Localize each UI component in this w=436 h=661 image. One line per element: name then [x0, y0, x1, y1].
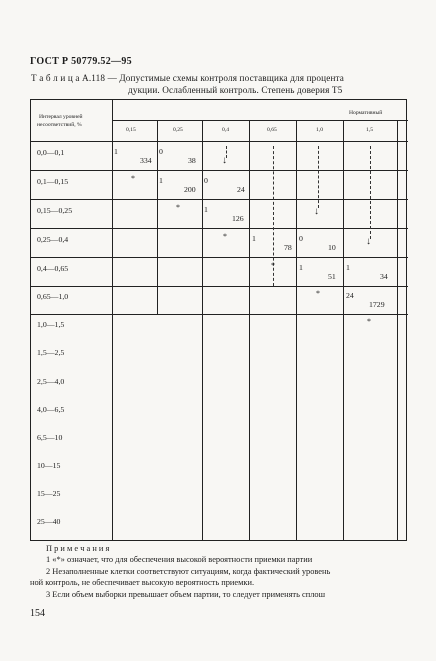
row-label: 25—40 [37, 517, 61, 526]
row-label: 0,65—1,0 [37, 292, 69, 301]
down-arrow-icon: ↓ [222, 155, 227, 166]
document-header: ГОСТ Р 50779.52—95 [30, 56, 132, 67]
row-label: 0,4—0,65 [37, 264, 69, 273]
header-bottom-line [31, 141, 408, 142]
notes-title: П р и м е ч а н и я [46, 544, 110, 553]
col-header: 0,15 [126, 127, 136, 133]
row-line [31, 170, 408, 171]
column-line [343, 120, 344, 540]
page-number: 154 [30, 608, 45, 619]
row-label: 0,15—0,25 [37, 206, 73, 215]
row-line [31, 257, 408, 258]
row-label: 15—25 [37, 489, 61, 498]
cell-acceptance-number: 1 [252, 234, 256, 243]
down-arrow-icon: ↓ [314, 206, 319, 217]
star-mark: * [271, 261, 275, 270]
table-caption-line1: Т а б л и ц а А.118 — Допустимые схемы контроля поставщика для процента [31, 73, 345, 83]
star-mark: * [223, 232, 227, 241]
table-caption-line2: дукции. Ослабленный контроль. Степень доверия Т5 [128, 85, 343, 95]
cell-acceptance-number: 1 [204, 205, 208, 214]
cell-sample-size: 334 [140, 156, 152, 165]
col-header: 1,0 [316, 127, 323, 133]
col-header: 1,5 [366, 127, 373, 133]
row-label: 10—15 [37, 461, 61, 470]
row-label: 4,0—6,5 [37, 405, 65, 414]
cell-acceptance-number: 1 [159, 176, 163, 185]
column-line [397, 120, 398, 540]
column-line [202, 120, 203, 540]
header-group: Нормативный [349, 110, 383, 116]
row-label: 2,5—4,0 [37, 377, 65, 386]
cell-acceptance-number: 1 [114, 147, 118, 156]
col-header: 0,25 [173, 127, 183, 133]
cell-sample-size: 126 [232, 214, 244, 223]
star-mark: * [131, 174, 135, 183]
column-line [157, 120, 158, 314]
note-line: 3 Если объем выборки превышает объем партии, то следует применять сплош [46, 589, 326, 599]
cell-sample-size: 78 [284, 243, 292, 252]
row-line [31, 314, 408, 315]
cell-sample-size: 1729 [369, 300, 385, 309]
row-label: 0,0—0,1 [37, 148, 65, 157]
cell-sample-size: 34 [380, 272, 388, 281]
cell-sample-size: 38 [188, 156, 196, 165]
row-label: 1,0—1,5 [37, 320, 65, 329]
cell-sample-size: 200 [184, 185, 196, 194]
arrow-shaft [370, 146, 371, 239]
down-arrow-icon: ↓ [366, 236, 371, 247]
row-line [31, 199, 408, 200]
star-mark: * [176, 203, 180, 212]
note-line: 2 Незаполненные клетки соответствуют ситуациям, когда фактический уровень [46, 566, 331, 576]
note-line: ной контроль, не обеспечивает высокую вероятность приемки. [30, 578, 255, 588]
arrow-shaft [318, 146, 319, 208]
cell-sample-size: 10 [328, 243, 336, 252]
column-line [296, 120, 297, 540]
star-mark: * [367, 317, 371, 326]
cell-acceptance-number: 0 [159, 147, 163, 156]
col-header: 0,65 [267, 127, 277, 133]
star-mark: * [316, 289, 320, 298]
acceptance-table [30, 99, 407, 541]
cell-acceptance-number: 0 [204, 176, 208, 185]
column-line [249, 120, 250, 540]
cell-sample-size: 24 [237, 185, 245, 194]
row-label: 6,5—10 [37, 433, 63, 442]
cell-sample-size: 51 [328, 272, 336, 281]
cell-acceptance-number: 1 [299, 263, 303, 272]
header-interval-line2: несоответствий, % [37, 122, 82, 128]
row-label: 0,1—0,15 [37, 177, 69, 186]
header-interval-line1: Интервал уровней [39, 114, 83, 120]
table-notes [30, 543, 420, 600]
row-label: 1,5—2,5 [37, 348, 65, 357]
cell-acceptance-number: 24 [346, 291, 354, 300]
col-header: 0,4 [222, 127, 229, 133]
note-line: 1 «*» означает, что для обеспечения высокой вероятности приемки партии [46, 555, 313, 565]
row-line [31, 286, 408, 287]
column-line [112, 100, 113, 540]
row-line [31, 228, 408, 229]
cell-acceptance-number: 1 [346, 263, 350, 272]
row-label: 0,25—0,4 [37, 235, 69, 244]
cell-acceptance-number: 0 [299, 234, 303, 243]
